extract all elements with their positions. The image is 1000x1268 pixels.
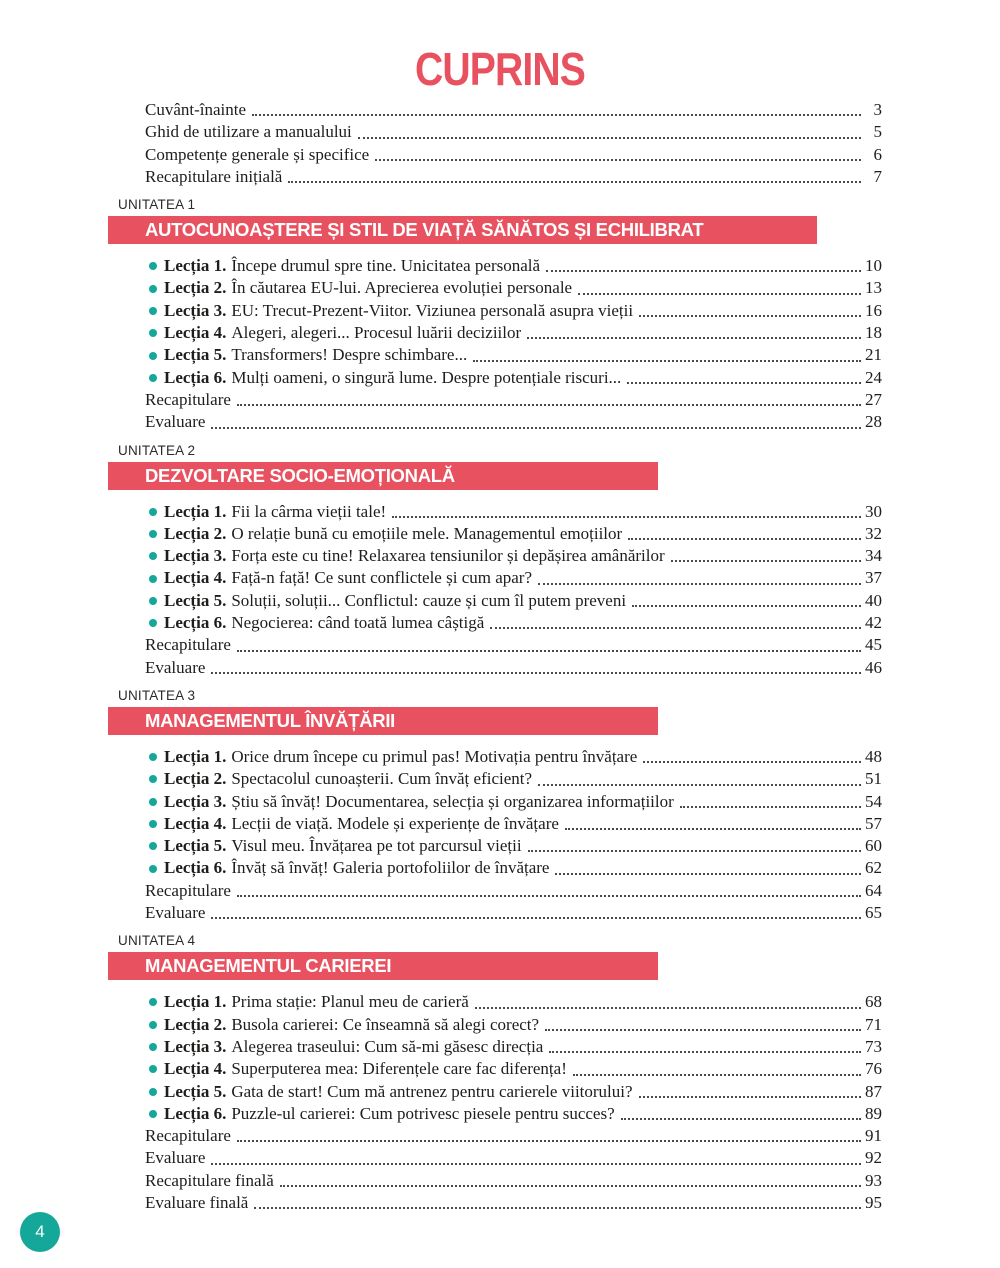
page-title: CUPRINS — [414, 43, 586, 95]
dot-leader — [237, 895, 861, 897]
lesson-number: Lecția 3. — [164, 791, 227, 811]
dot-leader — [211, 917, 861, 919]
lesson-entry — [145, 1014, 882, 1036]
lesson-entry — [145, 768, 882, 790]
entry-page: 65 — [865, 903, 882, 923]
dot-leader — [549, 1051, 861, 1053]
unit-title-bar — [108, 707, 658, 735]
entry-page: 27 — [865, 389, 882, 409]
bullet-dot — [149, 597, 157, 605]
dot-leader — [280, 1185, 861, 1187]
lesson-entry — [145, 501, 882, 523]
entry-page: 34 — [865, 546, 882, 566]
lesson-entry — [145, 746, 882, 768]
unit-title-bar — [108, 462, 658, 490]
dot-leader — [527, 337, 861, 339]
lesson-title: Visul meu. Învățarea pe tot parcursul vieții — [231, 836, 522, 856]
entry-page: 93 — [865, 1170, 882, 1190]
entry-page: 5 — [873, 122, 882, 142]
lesson-title: O relație bună cu emoțiile mele. Managementul emoțiilor — [231, 523, 623, 543]
lesson-entry — [145, 857, 882, 879]
entry-page: 37 — [865, 568, 882, 588]
dot-leader — [237, 650, 861, 652]
toc-entry — [145, 1170, 882, 1192]
entry-label: Recapitulare inițială — [145, 166, 283, 186]
dot-leader — [643, 761, 861, 763]
entry-label: Recapitulare — [145, 880, 231, 900]
lesson-title: Soluții, soluții... Conflictul: cauze și cum îl putem preveni — [231, 590, 627, 610]
lesson-number: Lecția 5. — [164, 345, 227, 365]
lesson-number: Lecția 4. — [164, 568, 227, 588]
entry-page: 89 — [865, 1103, 882, 1123]
lesson-number: Lecția 6. — [164, 613, 227, 633]
dot-leader — [528, 850, 861, 852]
dot-leader — [671, 560, 861, 562]
unit-label: UNITATEA 4 — [118, 933, 196, 949]
lesson-entry — [145, 255, 882, 277]
entry-page: 48 — [865, 746, 882, 766]
lesson-number: Lecția 1. — [164, 746, 227, 766]
dot-leader — [545, 1029, 861, 1031]
entry-page: 40 — [865, 590, 882, 610]
dot-leader — [639, 1096, 861, 1098]
bullet-dot — [149, 798, 157, 806]
lesson-entry — [145, 523, 882, 545]
lesson-title: Orice drum începe cu primul pas! Motivația pentru învățare — [231, 746, 638, 766]
bullet-dot — [149, 530, 157, 538]
entry-label: Recapitulare finală — [145, 1170, 274, 1190]
lesson-entry — [145, 367, 882, 389]
bullet-dot — [149, 1110, 157, 1118]
dot-leader — [358, 137, 861, 139]
dot-leader — [490, 627, 861, 629]
entry-label: Recapitulare — [145, 635, 231, 655]
entry-page: 71 — [865, 1014, 882, 1034]
toc-entry — [145, 411, 882, 433]
toc-entry — [145, 1192, 882, 1214]
bullet-dot — [149, 775, 157, 783]
dot-leader — [546, 270, 861, 272]
bullet-dot — [149, 753, 157, 761]
entry-page: 30 — [865, 501, 882, 521]
unit-title: MANAGEMENTUL ÎNVĂȚĂRII — [145, 709, 395, 731]
lesson-number: Lecția 1. — [164, 501, 227, 521]
entry-page: 95 — [865, 1192, 882, 1212]
lesson-number: Lecția 3. — [164, 300, 227, 320]
entry-page: 68 — [865, 992, 882, 1012]
entry-page: 13 — [865, 278, 882, 298]
lesson-number: Lecția 2. — [164, 523, 227, 543]
bullet-dot — [149, 820, 157, 828]
bullet-dot — [149, 1043, 157, 1051]
title-wrap — [0, 0, 1000, 95]
lesson-title: Negocierea: când toată lumea câștigă — [231, 613, 485, 633]
toc-entry — [145, 1125, 882, 1147]
lesson-title: Gata de start! Cum mă antrenez pentru carierele viitorului? — [231, 1081, 633, 1101]
dot-leader — [565, 828, 861, 830]
bullet-dot — [149, 865, 157, 873]
lesson-number: Lecția 1. — [164, 992, 227, 1012]
unit-label: UNITATEA 3 — [118, 687, 196, 703]
unit-title: MANAGEMENTUL CARIEREI — [145, 955, 392, 977]
dot-leader — [628, 538, 861, 540]
bullet-dot — [149, 307, 157, 315]
entry-label: Evaluare — [145, 1148, 206, 1168]
bullet-dot — [149, 1021, 157, 1029]
bullet-dot — [149, 575, 157, 583]
toc-entry — [145, 880, 882, 902]
dot-leader — [639, 315, 861, 317]
dot-leader — [237, 1140, 861, 1142]
unit-title-bar — [108, 216, 817, 244]
lesson-title: Superputerea mea: Diferențele care fac diferența! — [231, 1059, 567, 1079]
lesson-title: Forța este cu tine! Relaxarea tensiunilor și depășirea amânărilor — [231, 546, 665, 566]
bullet-dot — [149, 329, 157, 337]
lesson-title: În căutarea EU-lui. Aprecierea evoluției personale — [231, 278, 573, 298]
entry-page: 45 — [865, 635, 882, 655]
lesson-number: Lecția 4. — [164, 323, 227, 343]
entry-page: 73 — [865, 1036, 882, 1056]
bullet-dot — [149, 285, 157, 293]
dot-leader — [211, 427, 861, 429]
toc-entry — [145, 121, 882, 143]
dot-leader — [627, 382, 861, 384]
entry-page: 32 — [865, 523, 882, 543]
dot-leader — [680, 806, 861, 808]
toc-entry — [145, 902, 882, 924]
lesson-entry — [145, 791, 882, 813]
lesson-entry — [145, 567, 882, 589]
lesson-number: Lecția 3. — [164, 1036, 227, 1056]
entry-page: 42 — [865, 613, 882, 633]
lesson-title: Fii la cârma vieții tale! — [231, 501, 387, 521]
toc-content — [118, 99, 882, 1214]
dot-leader — [475, 1007, 861, 1009]
lesson-entry — [145, 835, 882, 857]
unit-title-bar — [108, 952, 658, 980]
entry-page: 10 — [865, 256, 882, 276]
bullet-dot — [149, 998, 157, 1006]
lesson-entry — [145, 322, 882, 344]
bullet-dot — [149, 374, 157, 382]
entry-page: 76 — [865, 1059, 882, 1079]
lesson-entry — [145, 612, 882, 634]
lesson-entry — [145, 277, 882, 299]
lesson-title: Alegerea traseului: Cum să-mi găsesc direcția — [231, 1036, 544, 1056]
bullet-dot — [149, 842, 157, 850]
page-number-badge — [20, 1212, 60, 1252]
lesson-title: Spectacolul cunoașterii. Cum învăț eficient? — [231, 769, 533, 789]
lesson-title: Prima stație: Planul meu de carieră — [231, 992, 469, 1012]
entry-page: 60 — [865, 836, 882, 856]
entry-page: 54 — [865, 791, 882, 811]
lesson-entry — [145, 1036, 882, 1058]
entry-page: 6 — [873, 144, 882, 164]
entry-page: 7 — [873, 166, 882, 186]
unit-label: UNITATEA 2 — [118, 442, 196, 458]
lesson-number: Lecția 5. — [164, 1081, 227, 1101]
lesson-number: Lecția 1. — [164, 256, 227, 276]
lesson-number: Lecția 4. — [164, 1059, 227, 1079]
entry-page: 16 — [865, 300, 882, 320]
entry-page: 91 — [865, 1126, 882, 1146]
entry-label: Evaluare — [145, 903, 206, 923]
lesson-number: Lecția 5. — [164, 590, 227, 610]
dot-leader — [252, 114, 861, 116]
dot-leader — [632, 605, 861, 607]
toc-entry — [145, 144, 882, 166]
unit-title: DEZVOLTARE SOCIO-EMOȚIONALĂ — [145, 464, 455, 486]
dot-leader — [538, 583, 861, 585]
lesson-number: Lecția 6. — [164, 367, 227, 387]
lesson-entry — [145, 991, 882, 1013]
entry-page: 62 — [865, 858, 882, 878]
lesson-title: Puzzle-ul carierei: Cum potrivesc piesele pentru succes? — [231, 1103, 615, 1123]
dot-leader — [288, 181, 861, 183]
entry-label: Evaluare finală — [145, 1192, 249, 1212]
entry-label: Ghid de utilizare a manualului — [145, 122, 352, 142]
dot-leader — [578, 293, 861, 295]
bullet-dot — [149, 1088, 157, 1096]
entry-label: Recapitulare — [145, 389, 231, 409]
lesson-number: Lecția 2. — [164, 1014, 227, 1034]
lesson-entry — [145, 1081, 882, 1103]
dot-leader — [254, 1207, 861, 1209]
entry-page: 3 — [873, 100, 882, 119]
lesson-entry — [145, 813, 882, 835]
entry-label: Evaluare — [145, 412, 206, 432]
lesson-number: Lecția 6. — [164, 858, 227, 878]
lesson-entry — [145, 1103, 882, 1125]
dot-leader — [621, 1118, 861, 1120]
bullet-dot — [149, 352, 157, 360]
lesson-entry — [145, 344, 882, 366]
lesson-title: Știu să învăț! Documentarea, selecția și organizarea informațiilor — [231, 791, 674, 811]
entry-page: 92 — [865, 1148, 882, 1168]
lesson-title: Învăț să învăț! Galeria portofoliilor de învățare — [231, 858, 550, 878]
lesson-number: Lecția 2. — [164, 769, 227, 789]
entry-page: 24 — [865, 367, 882, 387]
lesson-title: EU: Trecut-Prezent-Viitor. Viziunea personală asupra vieții — [231, 300, 634, 320]
entry-page: 57 — [865, 813, 882, 833]
entry-label: Recapitulare — [145, 1126, 231, 1146]
unit-title: AUTOCUNOAȘTERE ȘI STIL DE VIAȚĂ SĂNĂTOS ȘI ECHILIBRAT — [145, 219, 704, 241]
lesson-title: Lecții de viață. Modele și experiențe de învățare — [231, 813, 559, 833]
lesson-number: Lecția 6. — [164, 1103, 227, 1123]
entry-page: 51 — [865, 769, 882, 789]
dot-leader — [375, 159, 861, 161]
entry-page: 87 — [865, 1081, 882, 1101]
entry-label: Cuvânt-înainte — [145, 100, 247, 119]
bullet-dot — [149, 552, 157, 560]
lesson-title: Începe drumul spre tine. Unicitatea personală — [231, 256, 541, 276]
unit-label: UNITATEA 1 — [118, 197, 196, 213]
lesson-entry — [145, 300, 882, 322]
lesson-number: Lecția 3. — [164, 546, 227, 566]
dot-leader — [211, 672, 861, 674]
dot-leader — [538, 784, 861, 786]
lesson-title: Alegeri, alegeri... Procesul luării deciziilor — [231, 323, 522, 343]
entry-label: Competențe generale și specifice — [145, 144, 370, 164]
lesson-title: Busola carierei: Ce înseamnă să alegi corect? — [231, 1014, 540, 1034]
lesson-title: Transformers! Despre schimbare... — [231, 345, 468, 365]
toc-entry — [145, 166, 882, 188]
toc-entry — [145, 389, 882, 411]
dot-leader — [473, 360, 861, 362]
entry-label: Evaluare — [145, 657, 206, 677]
dot-leader — [573, 1074, 861, 1076]
bullet-dot — [149, 1065, 157, 1073]
entry-page: 28 — [865, 412, 882, 432]
dot-leader — [237, 404, 861, 406]
toc-entry — [145, 657, 882, 679]
lesson-title: Față-n față! Ce sunt conflictele și cum apar? — [231, 568, 533, 588]
dot-leader — [555, 873, 861, 875]
lesson-number: Lecția 2. — [164, 278, 227, 298]
bullet-dot — [149, 262, 157, 270]
dot-leader — [211, 1163, 861, 1165]
entry-page: 64 — [865, 880, 882, 900]
page-number: 4 — [35, 1222, 45, 1241]
toc-entry — [145, 634, 882, 656]
entry-page: 18 — [865, 323, 882, 343]
entry-page: 21 — [865, 345, 882, 365]
bullet-dot — [149, 619, 157, 627]
entry-page: 46 — [865, 657, 882, 677]
lesson-title: Mulți oameni, o singură lume. Despre potențiale riscuri... — [231, 367, 622, 387]
toc-entry — [145, 1147, 882, 1169]
bullet-dot — [149, 508, 157, 516]
dot-leader — [392, 516, 861, 518]
lesson-entry — [145, 545, 882, 567]
toc-entry — [145, 99, 882, 121]
lesson-entry — [145, 590, 882, 612]
lesson-number: Lecția 5. — [164, 836, 227, 856]
lesson-number: Lecția 4. — [164, 813, 227, 833]
lesson-entry — [145, 1058, 882, 1080]
